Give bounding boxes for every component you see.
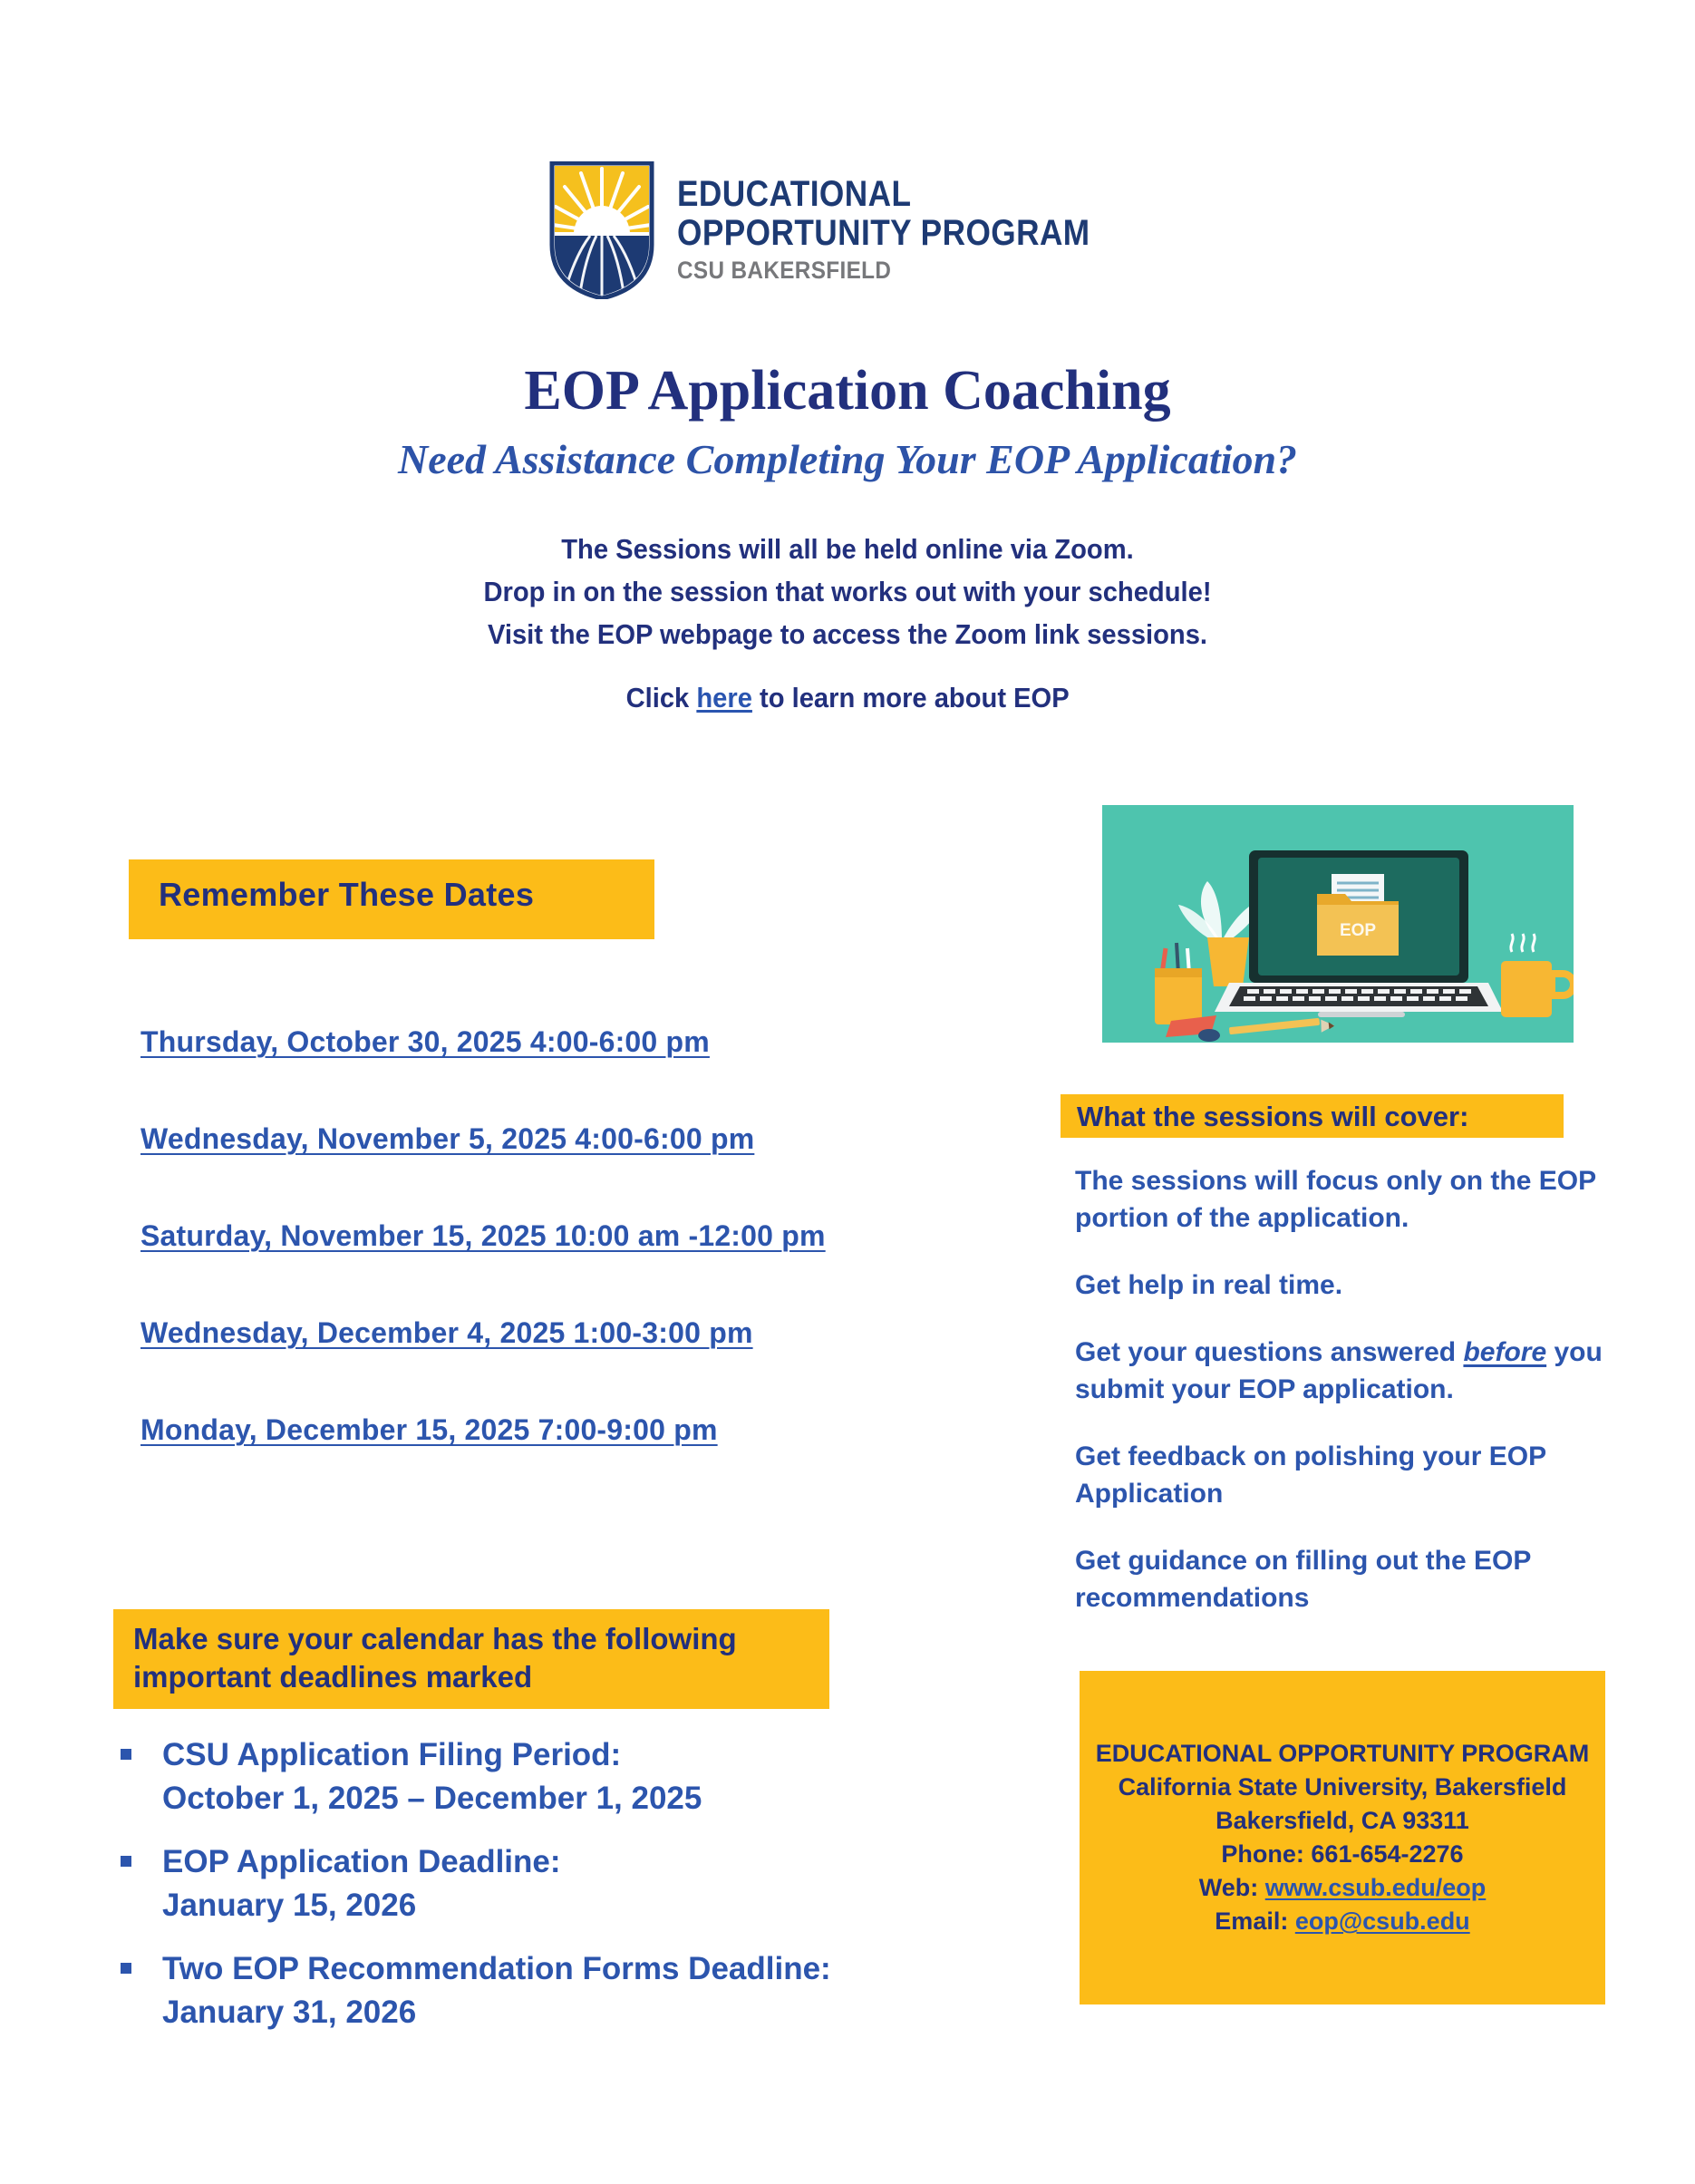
deadline-value: January 31, 2026: [162, 1995, 417, 2030]
square-bullet-icon: [121, 1963, 131, 1974]
deadline-text: [162, 1733, 702, 1820]
page-subtitle: Need Assistance Completing Your EOP Application?: [397, 436, 1298, 482]
deadline-label: CSU Application Filing Period:: [162, 1737, 622, 1772]
contact-web-label: Web:: [1198, 1874, 1265, 1901]
folder-label: EOP: [1339, 921, 1377, 940]
session-dates-list: [140, 1025, 1002, 1510]
contact-info-box: [1080, 1671, 1605, 2004]
deadline-label: EOP Application Deadline:: [162, 1844, 561, 1879]
deadline-value: January 15, 2026: [162, 1888, 417, 1923]
click-suffix-text: to learn more about EOP: [751, 682, 1070, 713]
intro-line-1: The Sessions will all be held online via Zoom.: [561, 533, 1134, 565]
csub-shield-icon: [548, 161, 655, 299]
cover-paragraph-emphasis: before: [1463, 1337, 1547, 1367]
remember-dates-heading: Remember These Dates: [129, 859, 654, 939]
page-title: EOP Application Coaching: [524, 360, 1171, 422]
contact-email-label: Email:: [1215, 1907, 1295, 1935]
cover-paragraph: [1075, 1334, 1610, 1408]
click-prefix-text: Click: [625, 682, 697, 713]
intro-line-3: Visit the EOP webpage to access the Zoom link sessions.: [487, 618, 1208, 650]
cover-paragraph-post: you submit your EOP application.: [1075, 1337, 1603, 1404]
cover-paragraph-pre: Get your questions answered: [1075, 1337, 1464, 1367]
square-bullet-icon: [121, 1856, 131, 1867]
contact-org: EDUCATIONAL OPPORTUNITY PROGRAM: [1095, 1740, 1590, 1767]
session-date-item[interactable]: Wednesday, December 4, 2025 1:00-3:00 pm: [140, 1316, 753, 1349]
contact-email-link[interactable]: eop@csub.edu: [1294, 1907, 1470, 1935]
intro-paragraph: [0, 528, 1695, 655]
square-bullet-icon: [121, 1749, 131, 1760]
contact-university: California State University, Bakersfield: [1118, 1773, 1567, 1801]
contact-phone: Phone: 661-654-2276: [1221, 1840, 1464, 1868]
cover-paragraph: Get help in real time.: [1075, 1270, 1343, 1300]
deadline-label: Two EOP Recommendation Forms Deadline:: [162, 1951, 831, 1986]
list-item: [121, 1733, 918, 1820]
contact-city-state-zip: Bakersfield, CA 93311: [1216, 1807, 1469, 1834]
session-date-item[interactable]: Wednesday, November 5, 2025 4:00-6:00 pm: [140, 1122, 755, 1155]
faint-residual-text: [326, 1532, 961, 1563]
learn-more-line: [0, 682, 1695, 714]
sessions-cover-body: [1075, 1162, 1610, 1646]
eop-logo: [0, 161, 1695, 299]
session-date-item[interactable]: Monday, December 15, 2025 7:00-9:00 pm: [140, 1413, 718, 1446]
deadlines-heading: Make sure your calendar has the following important deadlines marked: [113, 1609, 829, 1709]
list-item: [121, 1840, 918, 1927]
deadline-text: [162, 1947, 831, 2034]
cover-paragraph: The sessions will focus only on the EOP portion of the application.: [1075, 1166, 1596, 1233]
contact-email-line: [1215, 1905, 1469, 1938]
deadlines-list: [121, 1733, 918, 2054]
laptop-desk-illustration: [1102, 805, 1574, 1043]
deadline-text: [162, 1840, 561, 1927]
deadline-value: October 1, 2025 – December 1, 2025: [162, 1781, 702, 1816]
session-date-item[interactable]: Saturday, November 15, 2025 10:00 am -12:00 pm: [140, 1219, 826, 1252]
contact-web-line: [1199, 1871, 1487, 1905]
learn-more-link[interactable]: here: [696, 682, 752, 713]
logo-line-educational: EDUCATIONAL: [677, 174, 912, 215]
intro-line-2: Drop in on the session that works out with your schedule!: [483, 576, 1212, 607]
logo-line-opportunity-program: OPPORTUNITY PROGRAM: [677, 213, 1090, 254]
list-item: [121, 1947, 918, 2034]
cover-paragraph: Get guidance on filling out the EOP recommendations: [1075, 1546, 1531, 1613]
sessions-cover-heading: What the sessions will cover:: [1061, 1094, 1564, 1138]
session-date-item[interactable]: Thursday, October 30, 2025 4:00-6:00 pm: [140, 1025, 710, 1058]
cover-paragraph: Get feedback on polishing your EOP Application: [1075, 1441, 1546, 1509]
logo-line-csu-bakersfield: CSU BAKERSFIELD: [677, 257, 892, 285]
logo-wordmark: [677, 175, 1147, 286]
contact-web-link[interactable]: www.csub.edu/eop: [1264, 1874, 1487, 1901]
